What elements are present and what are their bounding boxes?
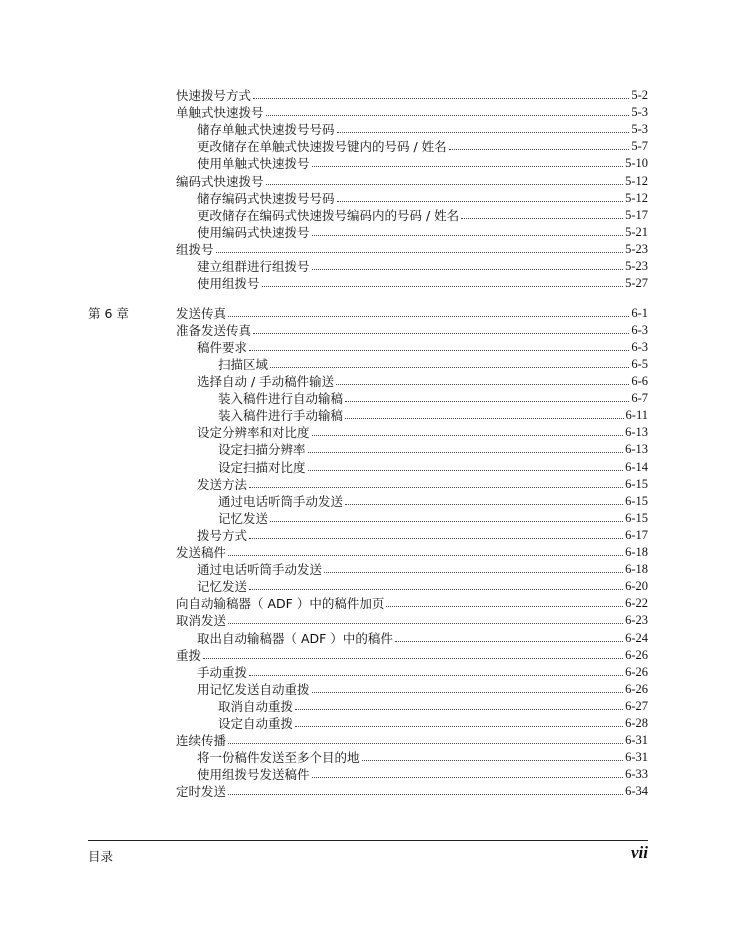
toc-entry[interactable] (176, 765, 648, 782)
chapter-label: 第 6 章 (88, 305, 129, 321)
dot-leader (249, 350, 629, 351)
toc-entry[interactable] (176, 423, 648, 440)
toc-entry[interactable] (176, 440, 648, 457)
toc-entry[interactable] (176, 543, 648, 560)
toc-entry-label: 储存编码式快速拨号号码 (197, 190, 335, 206)
toc-entry[interactable] (176, 560, 648, 577)
toc-entry-page: 6-23 (625, 613, 648, 628)
toc-entry-page: 6-20 (625, 579, 648, 594)
toc-entry-label: 使用组拨号 (197, 276, 260, 292)
toc-entry-page: 5-3 (631, 122, 648, 137)
toc-entry-page: 6-22 (625, 596, 648, 611)
toc-entry-label: 发送方法 (197, 476, 248, 492)
toc-entry[interactable] (176, 628, 648, 645)
dot-leader (336, 384, 629, 385)
section-gap (176, 291, 648, 304)
toc-entry-page: 6-1 (631, 305, 648, 320)
dot-leader (270, 367, 629, 368)
toc-entry-label: 装入稿件进行自动输稿 (218, 391, 344, 407)
toc-entry-label: 更改储存在编码式快速拨号编码内的号码 / 姓名 (197, 207, 460, 223)
toc-entry-label: 使用组拨号发送稿件 (197, 767, 310, 783)
toc-entry-page: 6-15 (625, 510, 648, 525)
dot-leader (324, 572, 623, 573)
toc-entry[interactable] (176, 714, 648, 731)
dot-leader (228, 316, 629, 317)
toc-entry-page: 6-18 (625, 545, 648, 560)
toc-entry[interactable] (176, 509, 648, 526)
toc-entry-label: 设定分辨率和对比度 (197, 425, 310, 441)
toc-entry-page: 5-21 (625, 224, 648, 239)
toc-entry-label: 用记忆发送自动重拨 (197, 681, 310, 697)
toc-entry-page: 5-7 (631, 139, 648, 154)
dot-leader (295, 726, 623, 727)
toc-entry-page: 5-17 (625, 207, 648, 222)
toc-entry-page: 5-2 (631, 88, 648, 103)
page-number: vii (631, 843, 648, 862)
toc-entry-label: 取消发送 (176, 613, 227, 629)
toc-entry-page: 6-31 (625, 733, 648, 748)
dot-leader (345, 504, 623, 505)
toc-entry-label: 取消自动重拨 (218, 698, 294, 714)
toc-entry[interactable] (176, 646, 648, 663)
toc-entry-page: 6-5 (631, 357, 648, 371)
dot-leader (449, 149, 630, 150)
toc-entry-page: 6-7 (631, 391, 648, 406)
toc-entry[interactable] (176, 782, 648, 799)
toc-entry[interactable] (176, 103, 648, 120)
toc-entry-label: 通过电话听筒手动发送 (218, 493, 344, 509)
toc-entry[interactable] (176, 274, 648, 291)
dot-leader (249, 589, 623, 590)
toc-entry-label: 装入稿件进行手动输稿 (218, 408, 344, 424)
toc-entry-label: 编码式快速拨号 (176, 173, 264, 189)
toc-entry-page: 6-3 (631, 339, 648, 354)
dot-leader (312, 166, 624, 167)
toc-section-chapter-6 (176, 304, 648, 800)
toc-entry[interactable] (176, 680, 648, 697)
toc-entry-page: 5-27 (625, 276, 648, 291)
toc-entry-label: 更改储存在单触式快速拨号键内的号码 / 姓名 (197, 139, 447, 155)
toc-entry-label: 设定扫描对比度 (218, 459, 306, 475)
toc-entry-page: 6-11 (625, 408, 648, 423)
toc-entry[interactable] (176, 206, 648, 223)
toc-entry[interactable] (176, 611, 648, 628)
toc-entry-label: 向自动输稿器（ ADF ）中的稿件加页 (176, 596, 385, 612)
toc-entry[interactable] (176, 154, 648, 171)
footer-title: 目录 (88, 849, 114, 864)
toc-entry-page: 6-24 (625, 630, 648, 645)
toc-entry[interactable] (176, 86, 648, 103)
dot-leader (266, 184, 624, 185)
toc-entry[interactable] (176, 389, 648, 406)
dot-leader (337, 201, 624, 202)
toc-entry[interactable] (176, 577, 648, 594)
toc-entry-page: 6-13 (625, 442, 648, 457)
toc-entry-label: 通过电话听筒手动发送 (197, 562, 323, 578)
toc-entry-label: 记忆发送 (197, 579, 248, 595)
toc-entry[interactable] (176, 120, 648, 137)
toc-entry[interactable] (176, 321, 648, 338)
toc-entry-label: 扫描区域 (218, 357, 269, 372)
dot-leader (270, 521, 623, 522)
toc-entry-label: 手动重拨 (197, 664, 248, 680)
toc-entry-page: 6-14 (625, 459, 648, 474)
toc-entry-page: 6-6 (631, 374, 648, 389)
toc-entry-page: 6-17 (625, 527, 648, 542)
dot-leader (345, 418, 624, 419)
toc-entry[interactable] (176, 223, 648, 240)
toc-entry-page: 6-31 (625, 750, 648, 765)
dot-leader (249, 487, 623, 488)
dot-leader (228, 555, 623, 556)
dot-leader (203, 658, 623, 659)
dot-leader (253, 333, 629, 334)
dot-leader (228, 623, 623, 624)
toc-entry-label: 组拨号 (176, 241, 214, 257)
toc-entry-label: 使用编码式快速拨号 (197, 224, 310, 240)
toc-entry[interactable] (176, 475, 648, 492)
toc-entry[interactable] (176, 457, 648, 474)
dot-leader (266, 115, 630, 116)
toc-entry-label: 稿件要求 (197, 339, 248, 355)
dot-leader (249, 538, 623, 539)
dot-leader (312, 435, 624, 436)
toc-entry-page: 6-3 (631, 322, 648, 337)
toc-entry-label: 建立组群进行组拨号 (197, 259, 310, 275)
toc-entry-page: 5-23 (625, 259, 648, 274)
toc-entry-page: 6-28 (625, 715, 648, 730)
toc-entry-page: 6-26 (625, 681, 648, 696)
dot-leader (362, 760, 624, 761)
toc-entry[interactable] (176, 594, 648, 611)
toc-entry-page: 5-10 (625, 156, 648, 171)
toc-entry-label: 选择自动 / 手动稿件输送 (197, 374, 335, 390)
toc-entry[interactable] (176, 372, 648, 389)
dot-leader (312, 692, 624, 693)
toc-entry-page: 6-34 (625, 784, 648, 799)
toc-entry[interactable] (176, 355, 648, 372)
toc-entry-label: 储存单触式快速拨号号码 (197, 122, 335, 138)
toc-entry-label: 重拨 (176, 647, 202, 663)
toc-entry-label: 准备发送传真 (176, 322, 252, 338)
toc-entry-label: 使用单触式快速拨号 (197, 156, 310, 172)
toc-entry-page: 5-12 (625, 190, 648, 205)
dot-leader (312, 777, 624, 778)
toc-entry[interactable] (176, 240, 648, 257)
toc-entry[interactable] (176, 731, 648, 748)
toc-entry[interactable] (176, 748, 648, 765)
toc-entry[interactable] (176, 406, 648, 423)
toc-entry[interactable] (176, 304, 648, 321)
dot-leader (308, 470, 624, 471)
toc-entry-page: 6-33 (625, 767, 648, 782)
toc-entry[interactable] (176, 663, 648, 680)
dot-leader (228, 794, 623, 795)
dot-leader (395, 641, 623, 642)
toc-entry-label: 设定自动重拨 (218, 715, 294, 731)
toc-entry-page: 6-26 (625, 664, 648, 679)
toc-entry[interactable] (176, 171, 648, 188)
toc-entry-page: 6-13 (625, 425, 648, 440)
dot-leader (386, 606, 623, 607)
toc-entry-page: 6-18 (625, 562, 648, 577)
toc-entry-page: 6-26 (625, 647, 648, 662)
toc-entry-label: 发送传真 (176, 305, 227, 321)
dot-leader (337, 132, 630, 133)
toc-entry[interactable] (176, 526, 648, 543)
toc-entry-page: 6-27 (625, 698, 648, 713)
footer-divider (88, 840, 648, 841)
toc-entry[interactable] (176, 338, 648, 355)
table-of-contents (176, 86, 648, 799)
toc-entry-label: 将一份稿件发送至多个目的地 (197, 750, 360, 766)
toc-entry[interactable] (176, 697, 648, 714)
toc-entry[interactable] (176, 257, 648, 274)
dot-leader (345, 401, 629, 402)
toc-entry-page: 5-3 (631, 105, 648, 120)
dot-leader (262, 286, 624, 287)
toc-entry-label: 设定扫描分辨率 (218, 442, 306, 458)
toc-entry-label: 取出自动输稿器（ ADF ）中的稿件 (197, 630, 393, 646)
dot-leader (461, 218, 623, 219)
dot-leader (253, 98, 629, 99)
toc-entry-label: 单触式快速拨号 (176, 105, 264, 121)
toc-entry-page: 6-15 (625, 493, 648, 508)
dot-leader (295, 709, 623, 710)
dot-leader (228, 743, 623, 744)
toc-entry-label: 定时发送 (176, 784, 227, 800)
toc-entry[interactable] (176, 137, 648, 154)
toc-entry-label: 连续传播 (176, 733, 227, 749)
toc-entry-page: 6-15 (625, 476, 648, 491)
toc-entry[interactable] (176, 492, 648, 509)
dot-leader (312, 235, 624, 236)
toc-entry[interactable] (176, 189, 648, 206)
toc-entry-page: 5-12 (625, 173, 648, 188)
dot-leader (249, 675, 623, 676)
toc-entry-label: 拨号方式 (197, 527, 248, 543)
dot-leader (216, 252, 624, 253)
toc-entry-page: 5-23 (625, 241, 648, 256)
toc-entry-label: 快速拨号方式 (176, 88, 252, 104)
toc-entry-label: 发送稿件 (176, 545, 227, 561)
dot-leader (308, 452, 624, 453)
toc-section-chapter-5 (176, 86, 648, 291)
dot-leader (312, 269, 624, 270)
toc-entry-label: 记忆发送 (218, 510, 269, 526)
